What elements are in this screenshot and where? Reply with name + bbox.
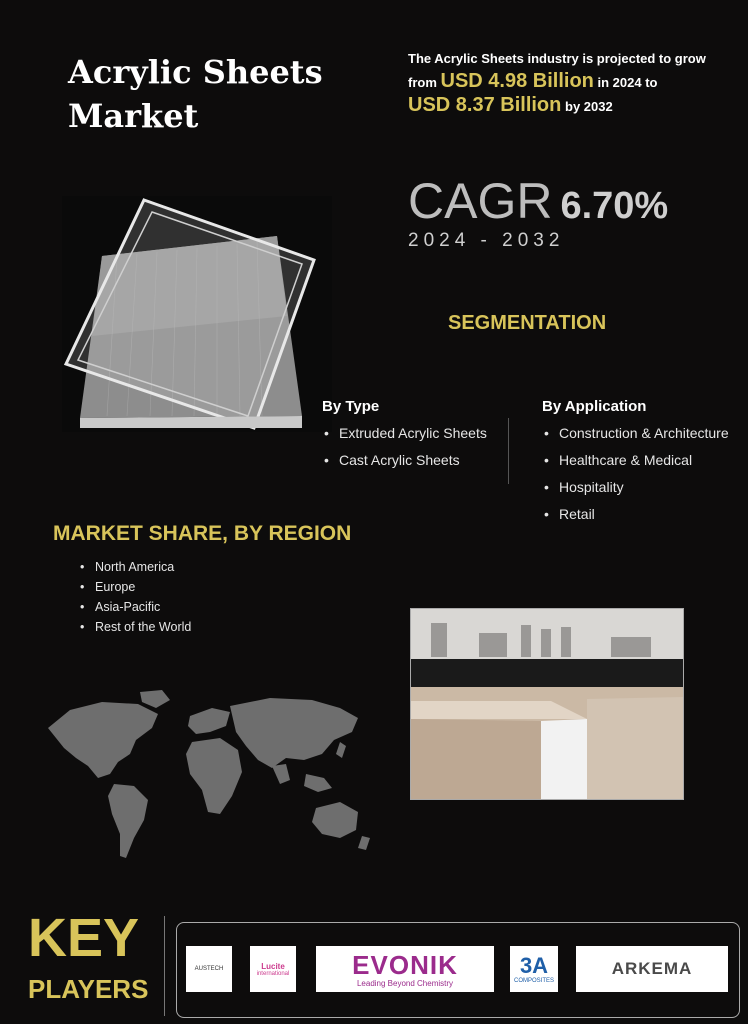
title-line-2: Market [68,97,199,135]
projection-line-2 [408,70,738,94]
austech-logo [186,946,232,992]
title-line-1: Acrylic Sheets [68,53,323,91]
cagr-block [408,172,668,230]
evonik-logo-tagline: Leading Beyond Chemistry [356,978,454,988]
list-item: • Hospitality [542,474,729,501]
acrylic-sheet-image [62,196,332,432]
lucite-logo-sub: international [256,970,290,977]
by-type-title: By Type [322,398,380,415]
projection-in-2024: in 2024 to [597,75,658,90]
list-item: • North America [78,557,191,577]
value-2032: USD 8.37 Billion [408,94,562,116]
key-players-divider [164,916,165,1016]
projection-from: from [408,75,437,90]
list-item: • Asia-Pacific [78,597,191,617]
region-list [78,557,191,637]
projection-by-2032: by 2032 [565,99,613,114]
value-2024: USD 4.98 Billion [440,70,594,92]
region-title: MARKET SHARE, BY REGION [53,522,352,545]
list-item: • Cast Acrylic Sheets [322,447,487,474]
lucite-logo [250,946,296,992]
market-projection [408,48,738,118]
column-divider [508,418,509,484]
key-title: KEY [28,908,140,968]
players-title: PLAYERS [28,974,149,1004]
projection-line-3 [408,94,738,118]
segmentation-title: SEGMENTATION [448,312,607,334]
lucite-logo-name: Lucite [261,961,285,971]
list-item: • Retail [542,501,729,528]
list-item: • Europe [78,577,191,597]
threea-logo-text: COMPOSITES [513,978,554,984]
cagr-value: 6.70% [560,185,669,227]
by-application-list [542,420,729,528]
projection-intro: The Acrylic Sheets industry is projected to grow [408,51,706,66]
austech-logo-text: AUSTECH [194,966,224,972]
list-item: • Healthcare & Medical [542,447,729,474]
evonik-logo [316,946,494,992]
cagr-period: 2024 - 2032 [408,230,565,251]
arkema-logo [576,946,728,992]
threea-composites-logo [510,946,558,992]
cagr-label: CAGR [408,173,553,229]
evonik-logo-name: EVONIK [352,949,458,980]
list-item: • Extruded Acrylic Sheets [322,420,487,447]
by-application-title: By Application [542,398,647,415]
page-title [68,50,323,138]
kitchen-cabinet-image [410,608,684,800]
threea-logo-mark: 3A [519,953,549,978]
world-map-image [40,688,380,868]
by-type-list [322,420,487,474]
arkema-logo-text: ARKEMA [611,959,693,978]
list-item: • Rest of the World [78,617,191,637]
list-item: • Construction & Architecture [542,420,729,447]
